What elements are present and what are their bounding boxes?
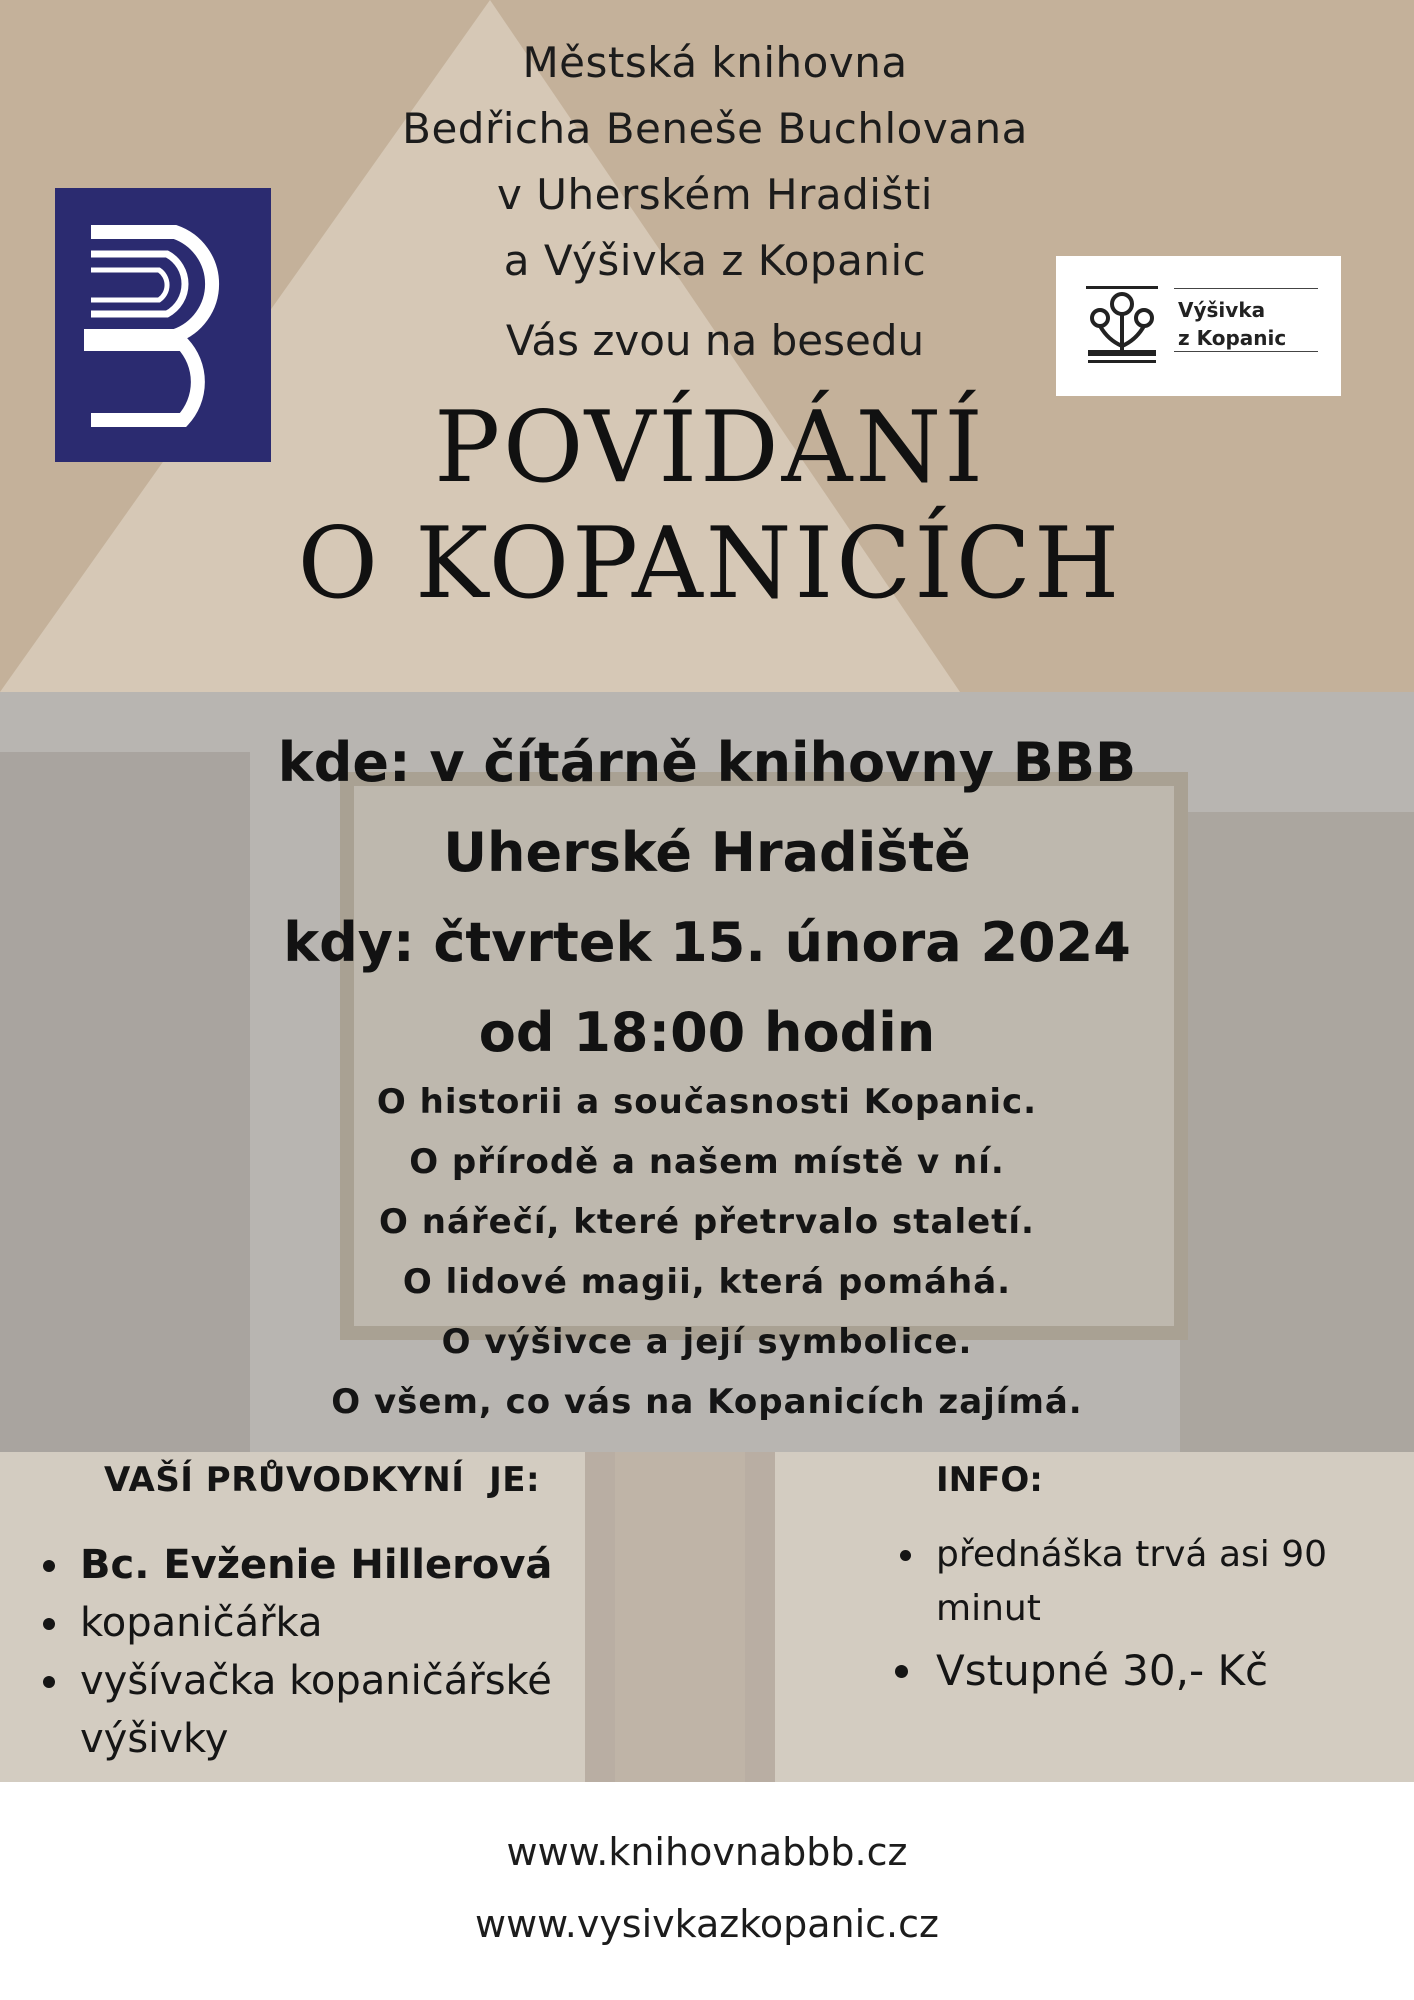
event-place: Uherské Hradiště [443, 821, 971, 884]
embroidery-flower-icon [1078, 280, 1168, 370]
topic-item: O přírodě a našem místě v ní. [409, 1142, 1005, 1182]
event-where: kde: v čítárně knihovny BBB [277, 731, 1137, 794]
invite-text: Vás zvou na besedu [505, 316, 925, 365]
vysivka-logo-line1: Výšivka [1178, 298, 1266, 322]
library-bbb-logo [55, 188, 271, 462]
guide-item: • kopaničářka [74, 1594, 654, 1652]
guide-heading: VAŠÍ PRŮVODKYNÍ JE: [104, 1460, 541, 1500]
logo-rule-top [1174, 288, 1318, 289]
organizer-line: Městská knihovna [522, 38, 908, 87]
event-time: od 18:00 hodin [478, 1001, 936, 1064]
topic-item: O historii a současnosti Kopanic. [376, 1082, 1038, 1122]
event-title [240, 390, 1180, 622]
topic-item: O výšivce a její symbolice. [441, 1322, 973, 1362]
topic-item: O všem, co vás na Kopanicích zajímá. [331, 1382, 1083, 1422]
organizer-line: a Výšivka z Kopanic [503, 236, 927, 285]
vysivka-logo-text [1178, 296, 1286, 352]
event-details [150, 718, 1264, 1078]
info-list [880, 1528, 1408, 1706]
organizer-line: v Uherském Hradišti [497, 170, 933, 219]
info-heading: INFO: [936, 1460, 1043, 1500]
guide-item-name: • Bc. Evženie Hillerová [74, 1536, 654, 1594]
guide-list [32, 1536, 654, 1768]
topics-list [200, 1072, 1214, 1432]
title-line1: POVÍDÁNÍ [434, 391, 986, 505]
library-website-link[interactable]: www.knihovnabbb.cz [506, 1830, 908, 1874]
event-when: kdy: čtvrtek 15. února 2024 [283, 911, 1131, 974]
organizers-text [330, 30, 1100, 294]
footer [0, 1782, 1414, 2000]
topic-item: O nářečí, které přetrvalo staletí. [379, 1202, 1035, 1242]
info-item-admission: • Vstupné 30,- Kč [928, 1636, 1408, 1706]
vysivka-logo-line2: z Kopanic [1178, 326, 1287, 350]
info-item-duration: • přednáška trvá asi 90 minut [928, 1528, 1408, 1636]
topic-item: O lidové magii, která pomáhá. [402, 1262, 1012, 1302]
logo-rule-bottom [1174, 351, 1318, 352]
vysivka-website-link[interactable]: www.vysivkazkopanic.cz [475, 1902, 939, 1946]
guide-item: • vyšívačka kopaničářské výšivky [74, 1652, 654, 1768]
vysivka-z-kopanic-logo [1056, 256, 1341, 396]
bbb-logo-icon [55, 188, 271, 462]
organizer-line: Bedřicha Beneše Buchlovana [402, 104, 1028, 153]
title-line2: O KOPANICÍCH [297, 507, 1123, 621]
